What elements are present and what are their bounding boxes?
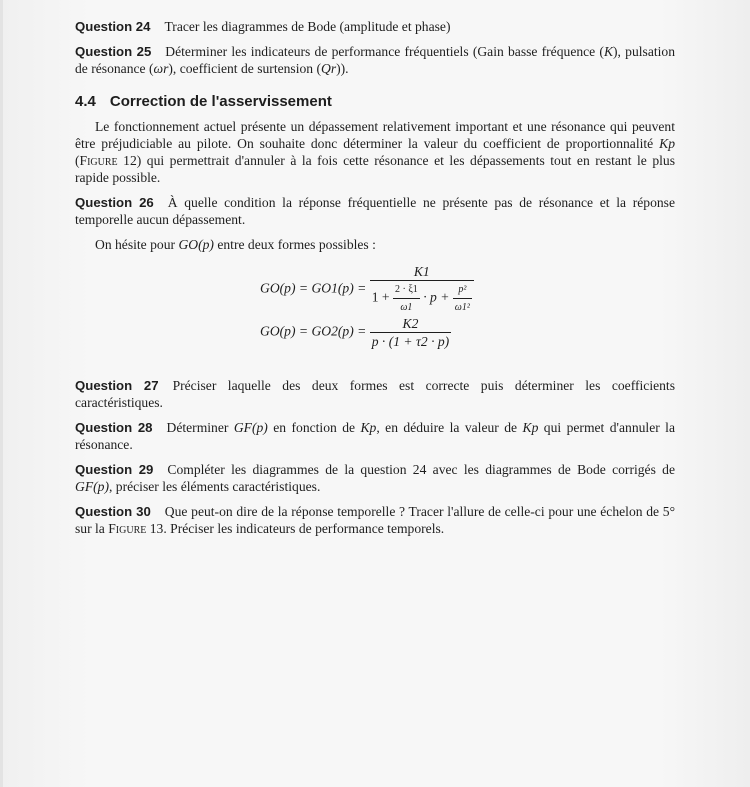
formula-intro	[75, 236, 675, 253]
question-text: ), pulsation de résonance (	[75, 44, 676, 76]
question-label: Question 28	[75, 420, 153, 435]
question-text: Que peut-on dire de la réponse temporelle ? Tracer l'allure de celle-ci pour une échelon de 5° sur la	[75, 504, 676, 536]
inner-denominator: ω1	[400, 302, 413, 313]
question-text: À quelle condition la réponse fréquentielle ne présente pas de résonance et la réponse temporelle aucun dépassement.	[75, 195, 676, 227]
math-var: ωr	[153, 61, 169, 76]
section-number: 4.4	[75, 93, 96, 110]
question-text: 13. Préciser les indicateurs de performance temporels.	[146, 521, 445, 536]
fraction-denominator: p · (1 + τ2 · p)	[371, 334, 450, 349]
figure-ref: Figure	[79, 153, 118, 168]
question-text: , préciser les éléments caractéristiques.	[108, 479, 321, 494]
intro-text: On hésite pour	[95, 237, 179, 252]
question-28	[75, 419, 675, 453]
fraction-numerator: K2	[402, 316, 419, 331]
formula-2	[260, 315, 451, 350]
question-text: Tracer les diagrammes de Bode (amplitude et phase)	[164, 19, 451, 34]
fraction-denominator	[370, 281, 474, 316]
math-var: Qr	[321, 61, 337, 76]
document-body	[75, 18, 675, 545]
question-label: Question 30	[75, 504, 151, 519]
question-label: Question 24	[75, 19, 151, 34]
math-var: GO(p)	[178, 237, 214, 252]
question-label: Question 27	[75, 378, 159, 393]
question-29	[75, 461, 675, 495]
question-label: Question 25	[75, 44, 152, 59]
paragraph-text: (	[75, 153, 80, 168]
question-text: Compléter les diagrammes de la question 24 avec les diagrammes de Bode corrigés de	[167, 462, 676, 477]
question-text: )).	[336, 61, 349, 76]
paragraph	[75, 118, 675, 186]
intro-text: entre deux formes possibles :	[213, 237, 376, 252]
formula-fraction	[370, 263, 474, 316]
page-edge	[0, 0, 3, 787]
inner-numerator: p²	[458, 284, 467, 295]
formula-lhs: GO(p) = GO2(p) =	[260, 323, 367, 339]
formula-lhs: GO(p) = GO1(p) =	[260, 280, 367, 296]
denominator-part: · p +	[423, 289, 450, 305]
inner-denominator: ω1²	[454, 302, 470, 313]
question-text: , en déduire la valeur de	[376, 420, 523, 435]
question-text: qui permet d'annuler la résonance.	[75, 420, 675, 452]
math-var: Kp	[522, 420, 539, 435]
section-heading	[75, 93, 675, 110]
math-var: K	[603, 44, 614, 59]
fraction-numerator: K1	[413, 264, 430, 279]
inner-fraction	[393, 281, 420, 316]
math-var: Kp	[659, 136, 675, 151]
formula-block	[75, 255, 675, 351]
question-30	[75, 503, 675, 537]
question-text: ), coefficient de surtension (	[168, 61, 322, 76]
section-title: Correction de l'asservissement	[109, 93, 332, 110]
denominator-part: 1 +	[371, 289, 390, 305]
math-var: GF(p)	[233, 420, 268, 435]
question-26	[75, 194, 675, 228]
question-text: Déterminer	[166, 420, 234, 435]
question-text: Déterminer les indicateurs de performance fréquentiels (Gain basse fréquence (	[165, 44, 604, 59]
question-24	[75, 18, 675, 35]
question-text: en fonction de	[267, 420, 361, 435]
question-label: Question 29	[75, 462, 154, 477]
inner-numerator: 2 · ξ1	[395, 284, 418, 295]
math-var: Kp	[360, 420, 377, 435]
formula-1	[260, 263, 474, 316]
formula-fraction	[370, 315, 451, 350]
question-text: Préciser laquelle des deux formes est correcte puis déterminer les coefficients caractéristiques.	[75, 378, 675, 410]
figure-ref: Figure	[108, 521, 147, 536]
paragraph-text: Le fonctionnement actuel présente un dépassement relativement important et une résonance qui peuvent être préjudiciable au pilote. On souhaite donc déterminer la valeur du coefficient de proportionnalité	[75, 119, 675, 151]
paragraph-text: 12) qui permettrait d'annuler à la fois cette résonance et les dépassements tout en restant le plus rapide possible.	[75, 153, 675, 185]
question-25	[75, 43, 675, 77]
inner-fraction	[453, 281, 472, 316]
question-27	[75, 377, 675, 411]
question-label: Question 26	[75, 195, 154, 210]
math-var: GF(p)	[75, 479, 109, 494]
